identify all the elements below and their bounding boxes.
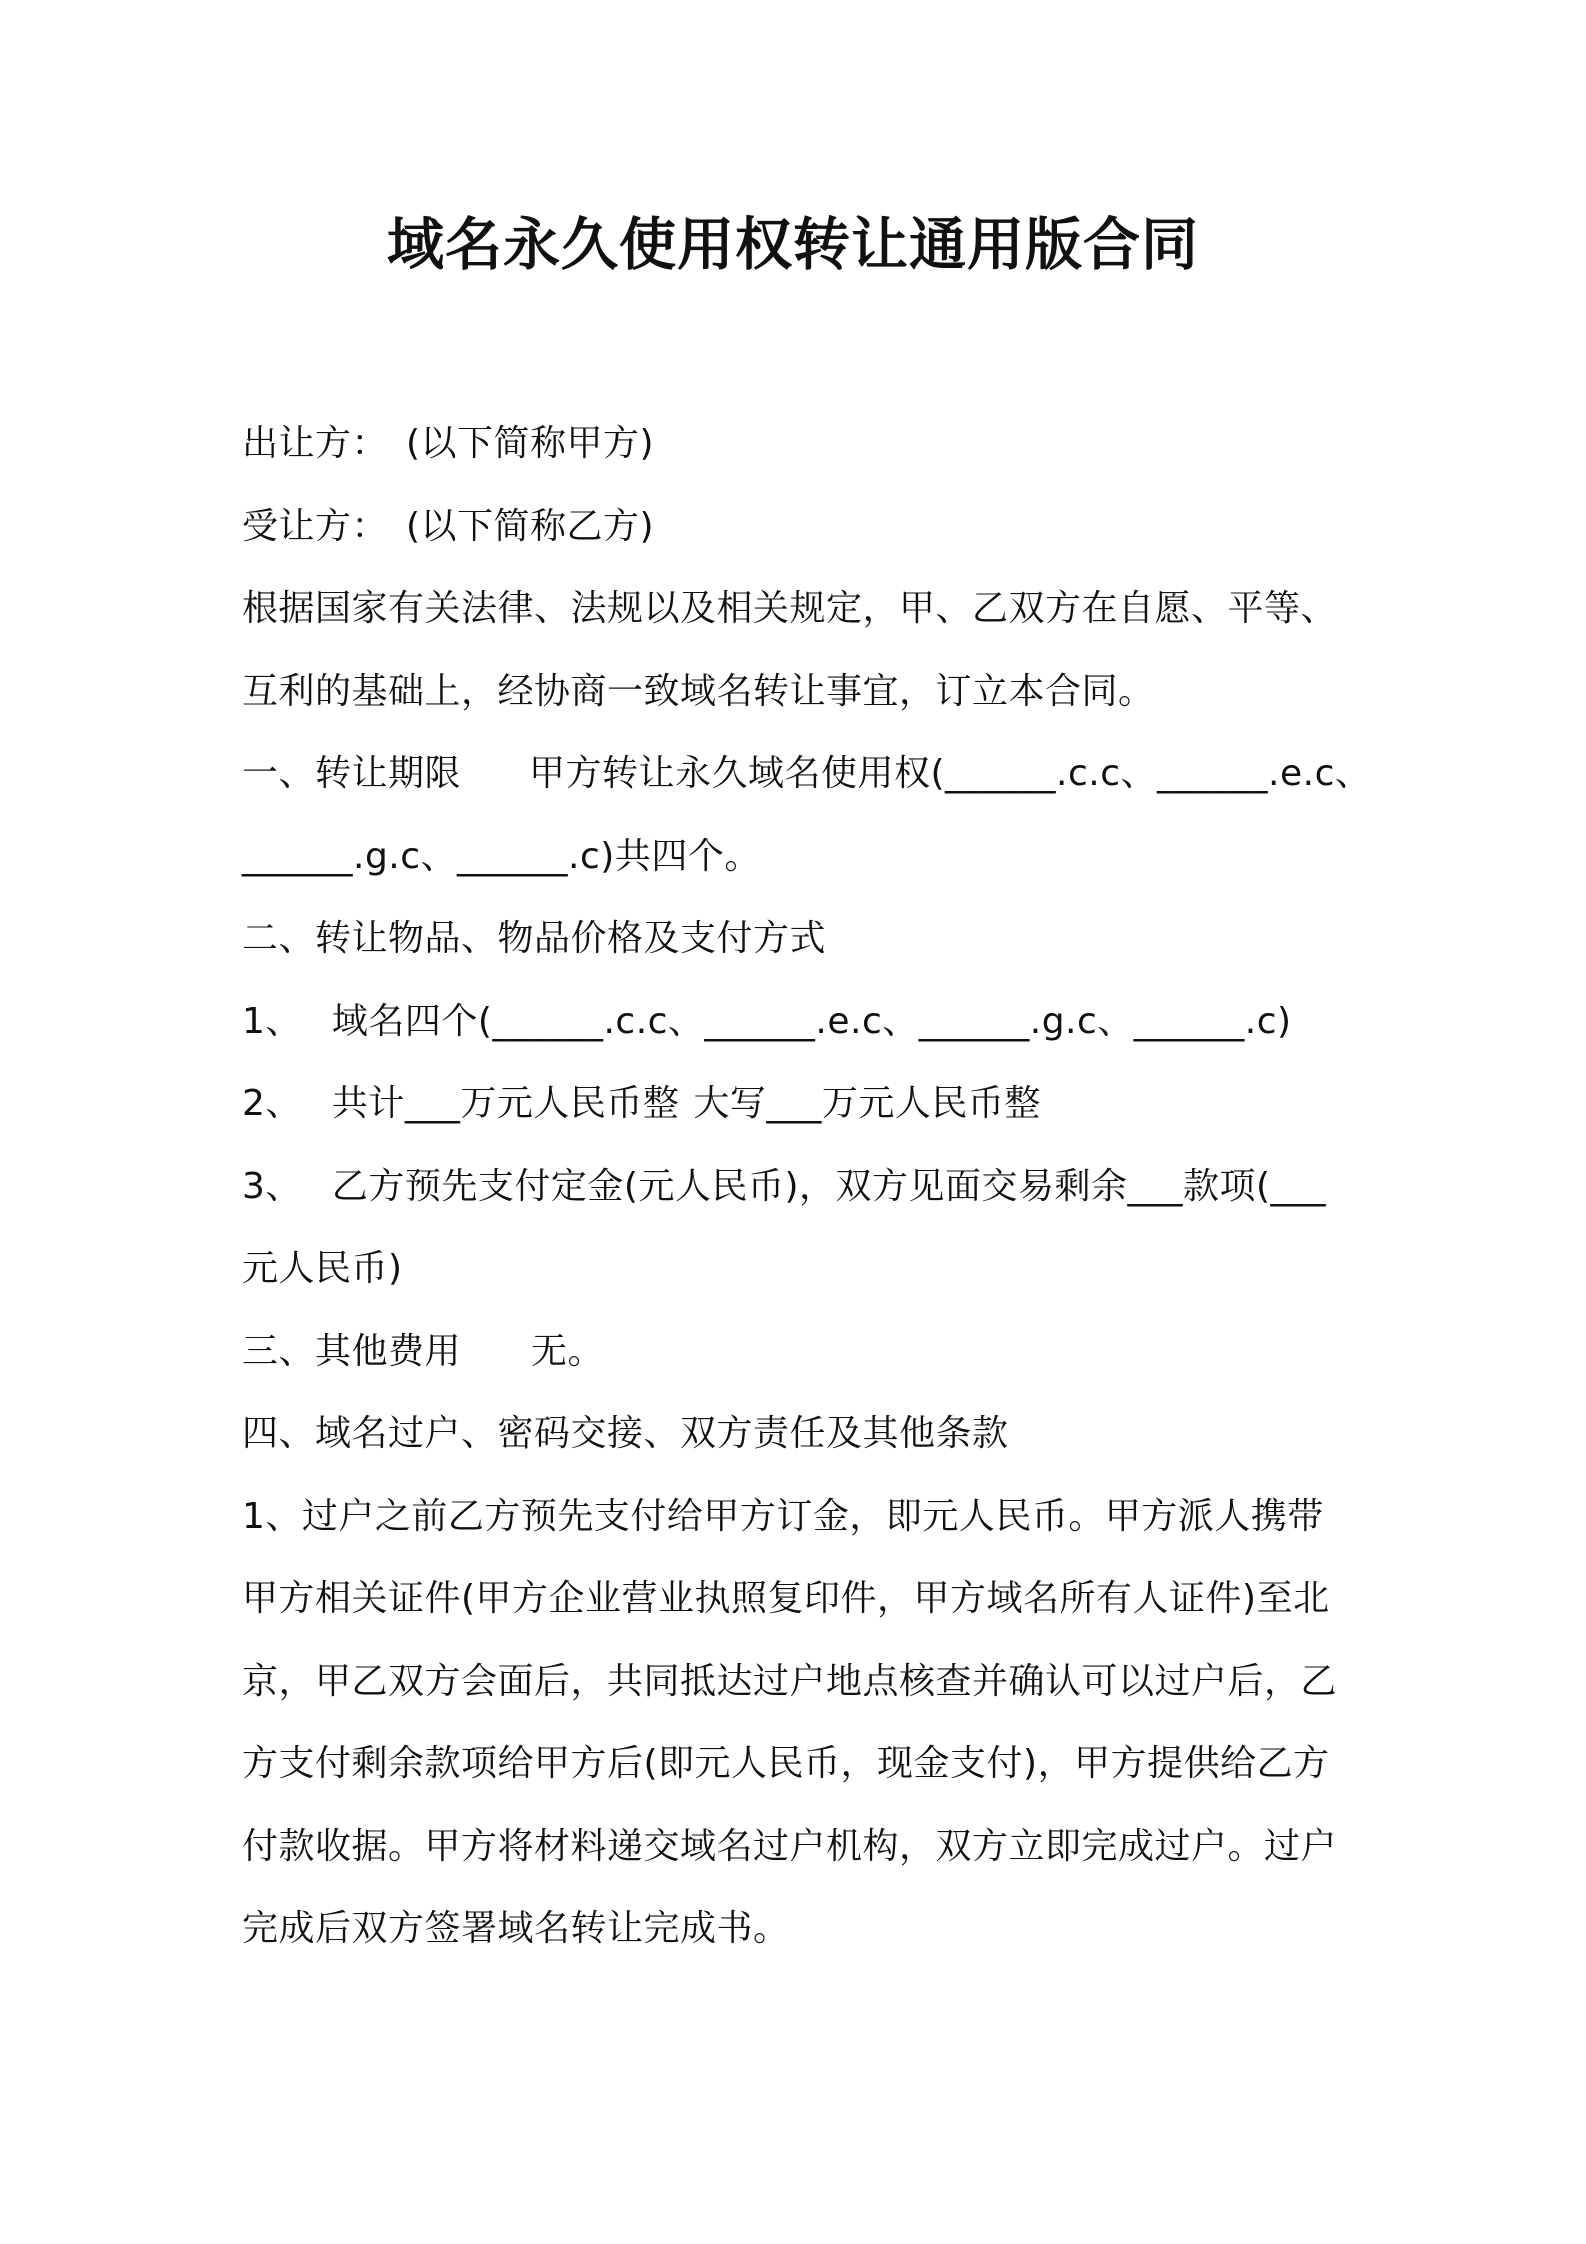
- section2-item: [242, 1063, 1362, 1146]
- preamble-line: 互利的基础上，经协商一致域名转让事宜，订立本合同。: [242, 670, 1155, 712]
- section3-heading: 三、其他费用: [242, 1330, 462, 1372]
- seller-note: (以下简称甲方): [406, 423, 655, 464]
- section2-item: [242, 981, 1362, 1064]
- buyer-line: [242, 486, 1362, 569]
- section4-paragraph-line: 方支付剩余款项给甲方后(即元人民币，现金支付)，甲方提供给乙方: [242, 1743, 1330, 1784]
- section4-heading: 四、域名过户、密码交接、双方责任及其他条款: [242, 1413, 1009, 1454]
- section1-line-cont: ______.g.c、______.c)共四个。: [242, 835, 761, 877]
- document-title: 域名永久使用权转让通用版合同: [387, 212, 1199, 278]
- item-text-uppercase: 大写___万元人民币整: [693, 1083, 1041, 1124]
- buyer-note: (以下简称乙方): [406, 505, 655, 547]
- seller-label: 出让方：: [242, 423, 389, 464]
- section4-paragraph-line: 付款收据。甲方将材料递交域名过户机构，双方立即完成过户。过户: [242, 1825, 1338, 1867]
- item-number: 2、: [242, 1083, 302, 1124]
- section2-item: [242, 1146, 1362, 1229]
- contract-body: [242, 403, 1372, 1971]
- item-text: 乙方预先支付定金(元人民币)，双方见面交易剩余___款项(___: [331, 1165, 1327, 1207]
- seller-line: [242, 403, 1362, 486]
- item-text: 共计___万元人民币整: [331, 1083, 680, 1124]
- item-number: 1、: [242, 1000, 302, 1042]
- buyer-label: 受让方：: [242, 505, 389, 547]
- section1-text: 甲方转让永久域名使用权(______.c.c、______.e.c、: [529, 753, 1372, 794]
- preamble-line: 根据国家有关法律、法规以及相关规定，甲、乙双方在自愿、平等、: [242, 588, 1338, 629]
- section3-value: 无。: [531, 1330, 605, 1372]
- section3-line: [242, 1311, 1362, 1394]
- item-text: 域名四个(______.c.c、______.e.c、______.g.c、______.c): [331, 1000, 1292, 1042]
- section1-line: [242, 733, 1372, 816]
- section4-paragraph-line: 甲方相关证件(甲方企业营业执照复印件，甲方域名所有人证件)至北: [242, 1578, 1330, 1619]
- section4-paragraph-line: 完成后双方签署域名转让完成书。: [242, 1908, 790, 1949]
- section4-paragraph-line: 京，甲乙双方会面后，共同抵达过户地点核查并确认可以过户后，乙: [242, 1660, 1338, 1702]
- section4-paragraph-line: 1、过户之前乙方预先支付给甲方订金，即元人民币。甲方派人携带: [242, 1495, 1324, 1537]
- section2-heading: 二、转让物品、物品价格及支付方式: [242, 918, 827, 959]
- section2-item-cont: 元人民币): [242, 1248, 403, 1289]
- item-number: 3、: [242, 1165, 302, 1207]
- section1-heading: 一、转让期限: [242, 753, 462, 794]
